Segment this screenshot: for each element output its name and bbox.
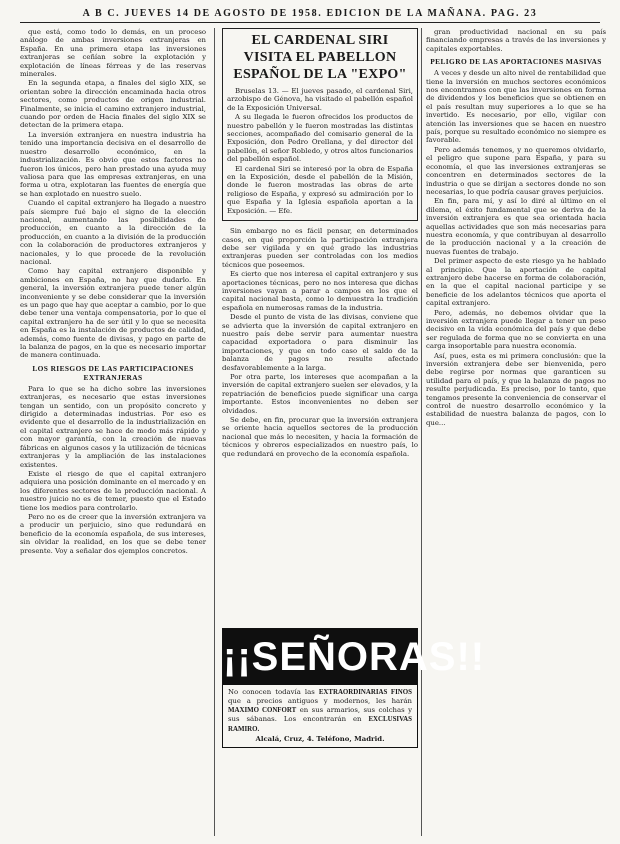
paragraph: Se debe, en fin, procurar que la inversión extranjera se oriente hacia aquellos sectores de la producción nacional que más lo necesiten, y hacia la formación de técnicos y obreros especializados en nuestro país, lo que redundará en provecho de la economía española. [222,416,418,458]
page-header: A B C. JUEVES 14 DE AGOSTO DE 1958. EDICION DE LA MAÑANA. PAG. 23 [20,6,600,23]
column-rule [214,28,215,836]
paragraph: En fin, para mí, y así lo diré al último en el dilema, el éxito fundamental que se deriva de la inversión extranjera es que sea orientada hacia aquellas actividades que son más necesarias para nuestra economía, y que contribuyan al desarrollo de la producción nacional y a la creación de nuevas fuentes de trabajo. [426,197,606,256]
ad-address: Alcalá, Cruz, 4. Teléfono, Madrid. [255,735,385,744]
paragraph: Cuando el capital extranjero ha llegado a nuestro país siempre fué bajo el signo de la elección nacional, aumentando las posibilidades de producción, en cuanto a la dirección de la producción, en cuanto a la división de la producción con la colaboración de productores extranjeros y nacionales, y lo que procede de la revolución nacional. [20,199,206,266]
article-column-1 [20,28,206,838]
paragraph: Existe el riesgo de que el capital extranjero adquiera una posición dominante en el mercado y en los diferentes sectores de la producción nacional. A nuestro juicio no es de temer, puesto que el Estado tiene los medios para controlarlo. [20,469,206,512]
paragraph: En la segunda etapa, a finales del siglo XIX, se orientan sobre la dirección encaminada hacia otros sectores, como productos de origen industrial. Finalmente, se inicia el camino extranjero industrial, cuando por orden de Hacia finales del siglo XIX se detectan de la primera etapa. [20,79,206,130]
paragraph: Para lo que se ha dicho sobre las inversiones extranjeras, es necesario que estas inversiones tengan un sentido, con un propósito concreto y dirigido a determinadas industrias. Por eso es evidente que el desarrollo de la industrialización en el capital extranjero se hace de modo más rápido y con mayor garantía, con la creación de nuevas fábricas en algunos casos y la utilización de técnicas extranjeras y la ampliación de las instalaciones existentes. [20,384,206,469]
ad-text [223,685,417,747]
paragraph: Es cierto que nos interesa el capital extranjero y sus aportaciones técnicas, pero no nos interesa que dichas inversiones vayan a parar a campos en los que el capital nacional basta, como lo demuestra la tradición española en numerosas ramas de la industria. [222,270,418,312]
paragraph: Desde el punto de vista de las divisas, conviene que se advierta que la inversión de capital extranjero en nuestro país debe servir para aumentar nuestra capacidad exportadora o para disminuir las importaciones, y que en todo caso el saldo de la balanza de pagos no resulte afectado desfavorablemente a la larga. [222,313,418,372]
ad-banner: ¡¡SEÑORAS!! [223,629,417,685]
paragraph: Pero no es de creer que la inversión extranjera va a producir un perjuicio, sino que redundará en beneficio de la economía española, de sus intereses, sin olvidar la realidad, en los que se debe tener presente. Voy a señalar dos ejemplos concretos. [20,512,206,555]
paragraph: A veces y desde un alto nivel de rentabilidad que tiene la inversión en muchos sectores económicos nos encontramos con que las inversiones en forma de dividendos y los beneficios que se obtienen en el país resultan muy superiores a lo que se ha invertido. Es necesario, por ello, vigilar con atención las inversiones que se hacen en nuestro país, porque su resultado económico no siempre es favorable. [426,69,606,145]
article-column-3 [426,28,606,838]
paragraph: que está, como todo lo demás, en un proceso análogo de ambas inversiones extranjeras en España. En una primera etapa las inversiones extranjeras se ceñían sobre la explotación y explotación de líneas férreas y de las reservas minerales. [20,28,206,79]
news-box [222,28,418,221]
paragraph: gran productividad nacional en su país financiando empresas a través de las inversiones y capitales exportables. [426,28,606,53]
advertisement [222,628,486,748]
paragraph: Por otra parte, los intereses que acompañan a la inversión de capital extranjero suelen ser elevados, y la repatriación de beneficios puede significar una carga importante. Estos inconvenientes no deben ser olvidados. [222,373,418,415]
paragraph: Como hay capital extranjero disponible y ambiciones en España, no hay que dudarlo. En general, la inversión extranjera puede tener algún inconveniente y se debe considerar que la inversión es un pago que hay que aceptar a cambio, por lo que debe tener una ventaja compensatoria, por lo que el capital extranjero ha de ser útil y lo que se necesita en España es la instalación de productos de calidad, además, como fuente de divisas, y pago en parte de la balanza de pagos, en la que es necesario importar de manera continuada. [20,267,206,360]
paragraph: Del primer aspecto de este riesgo ya he hablado al principio. Que la aportación de capital extranjero debe hacerse en forma de colaboración, en la que el capital nacional participe y se beneficie de los adelantos técnicos que aporta el capital extranjero. [426,257,606,308]
column-rule [421,28,422,836]
article-column-2 [222,28,486,838]
paragraph: El cardenal Siri se interesó por la obra de España en la Exposición, desde el pabellón de la Misión, donde le fueron mostradas las obras de arte religioso de España, y expresó su admiración por lo que España y la Iglesia española aportan a la Exposición. — Efe. [227,164,413,215]
ad-brand: EXCLUSIVAS RAMIRO. [228,716,412,733]
paragraph: La inversión extranjera en nuestra industria ha tenido una importancia decisiva en el desarrollo de nuestro desarrollo económico, en la industrialización. Es obvio que estos factores no fueron los únicos, pero han prestado una ayuda muy valiosa para que las empresas extranjeras, en una forma u otra, explotaran las fuentes de energía que se han explotado en nuestro suelo. [20,130,206,198]
paragraph: Así, pues, esta es mi primera conclusión: que la inversión extranjera debe ser bienvenida, pero debe regirse por normas que garanticen su utilidad para el país, y que la balanza de pagos no resulte perjudicada. Es preciso, por lo tanto, que tengamos presente la conveniencia de conservar el control de nuestro desarrollo económico y la estabilidad de nuestra balanza de pagos, con lo que... [426,351,606,427]
section-heading: LOS RIESGOS DE LAS PARTICIPACIONES EXTRANJERAS [32,363,194,382]
ad-text-bold: MAXIMO CONFORT [228,706,297,714]
section-heading: PELIGRO DE LAS APORTACIONES MASIVAS [430,57,602,67]
paragraph: Pero además tenemos, y no queremos olvidarlo, el peligro que supone para España, y para su economía, el que las inversiones extranjeras se concentren en determinados sectores de la industria o que se dirijan a sectores donde no son necesarias, lo que podría causar graves perjuicios. [426,145,606,196]
paragraph: A su llegada le fueron ofrecidos los productos de nuestro pabellón y le fueron mostradas las distintas secciones, acompañado del comisario general de la Exposición, don Pedro Orellana, y del director del pabellón, el señor Robledo, y otros altos funcionarios del pabellón español. [227,113,414,164]
paragraph: Sin embargo no es fácil pensar, en determinados casos, en qué proporción la participación extranjera debe ser vigilada y en qué grado las industrias extranjeras pueden ser controladas con los medios técnicos que poseemos. [222,227,418,269]
ad-text-bold: EXTRAORDINARIAS FINOS [318,689,412,696]
news-headline: EL CARDENAL SIRI VISITA EL PABELLON ESPAÑOL DE LA "EXPO" [233,33,407,82]
ad-text-part: No conocen todavía las [228,688,315,696]
paragraph: Pero, además, no debemos olvidar que la inversión extranjera puede llegar a tener un peso decisivo en la vida económica del país y que debe ser regulada de forma que no se convierta en una carga insoportable para nuestra economía. [426,308,606,351]
ad-text-part: que a precios antiguos y modernos, les harán [228,697,412,706]
ad-text-part: en sus armarios, sus colchas y sus sábanas. Los encontrarán en [228,705,412,724]
paragraph: Bruselas 13. — El jueves pasado, el cardenal Siri, arzobispo de Génova, ha visitado el pabellón español de la Exposición Universal. [227,87,413,112]
